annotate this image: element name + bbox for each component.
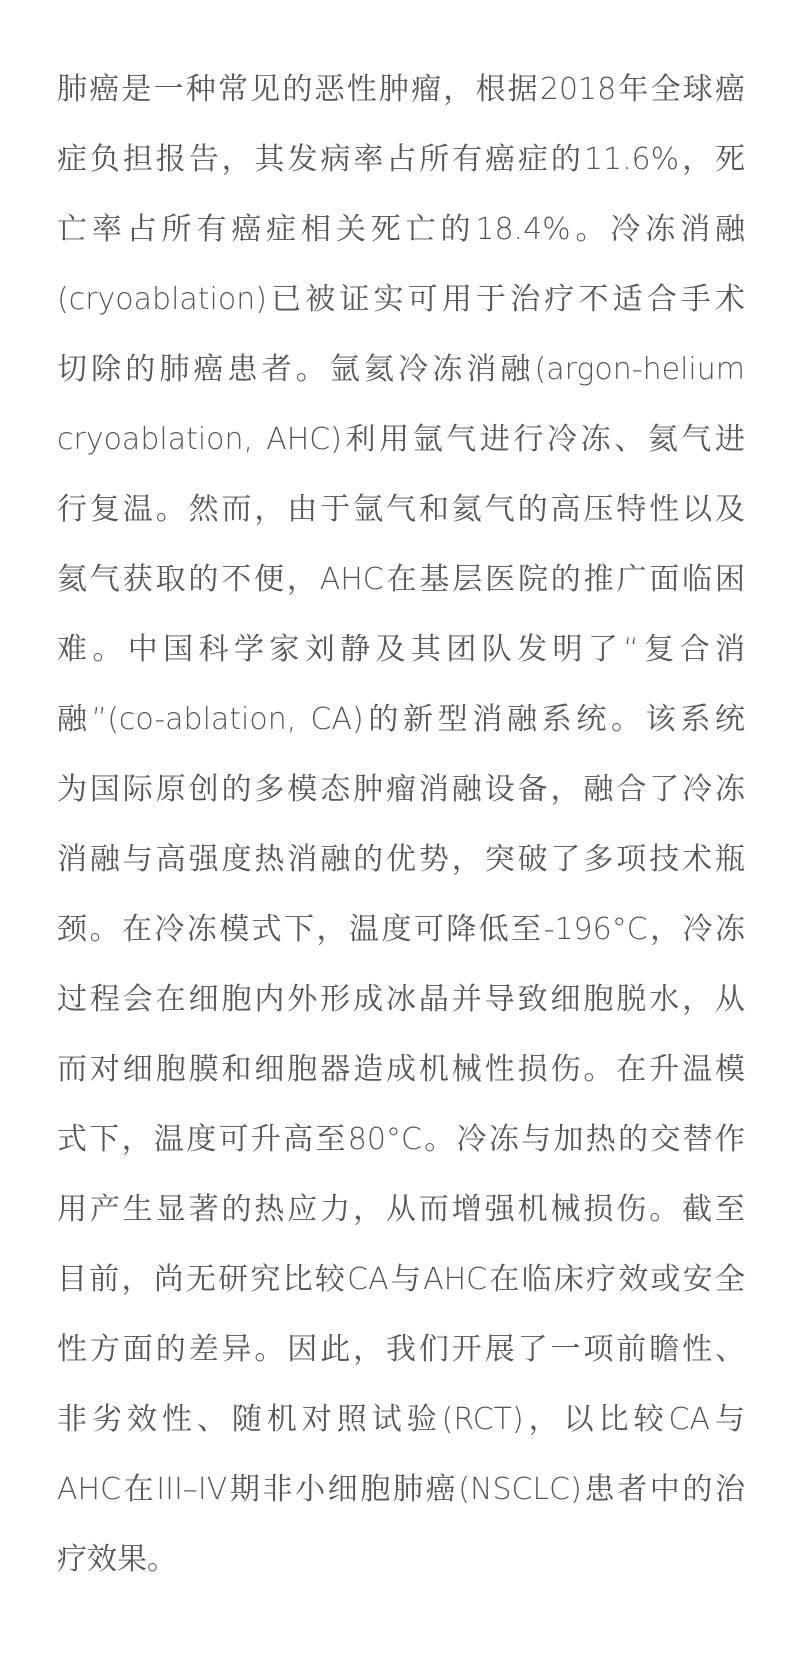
text-line: 行复温。然而，由于氩气和氦气的高压特性以及: [57, 492, 745, 527]
text-line: 症负担报告，其发病率占所有癌症的11.6%，死: [57, 142, 745, 177]
text-line: 颈。在冷冻模式下，温度可降低至-196°C，冷冻: [57, 912, 745, 947]
text-line: 为国际原创的多模态肿瘤消融设备，融合了冷冻: [57, 772, 745, 807]
text-line: (cryoablation)已被证实可用于治疗不适合手术: [57, 282, 745, 317]
text-line: 性方面的差异。因此，我们开展了一项前瞻性、: [57, 1332, 745, 1367]
text-line: 氦气获取的不便，AHC在基层医院的推广面临困: [57, 562, 745, 597]
text-line: cryoablation, AHC)利用氩气进行冷冻、氦气进: [57, 422, 745, 457]
text-line: 融”(co-ablation, CA)的新型消融系统。该系统: [57, 702, 745, 737]
text-line: 难。中国科学家刘静及其团队发明了“复合消: [57, 632, 745, 667]
text-line: 用产生显著的热应力，从而增强机械损伤。截至: [57, 1192, 745, 1227]
text-line: 消融与高强度热消融的优势，突破了多项技术瓶: [57, 842, 745, 877]
text-line: 疗效果。: [57, 1542, 177, 1577]
text-line: 肺癌是一种常见的恶性肿瘤，根据2018年全球癌: [57, 72, 745, 107]
text-line: 过程会在细胞内外形成冰晶并导致细胞脱水，从: [57, 982, 745, 1017]
article-paragraph: [57, 55, 745, 1595]
text-line: AHC在III–IV期非小细胞肺癌(NSCLC)患者中的治: [57, 1472, 745, 1507]
text-line: 亡率占所有癌症相关死亡的18.4%。冷冻消融: [57, 212, 745, 247]
text-line: 而对细胞膜和细胞器造成机械性损伤。在升温模: [57, 1052, 745, 1087]
text-line: 目前，尚无研究比较CA与AHC在临床疗效或安全: [57, 1262, 745, 1297]
text-line: 切除的肺癌患者。氩氦冷冻消融(argon-helium: [57, 352, 745, 387]
text-line: 式下，温度可升高至80°C。冷冻与加热的交替作: [57, 1122, 745, 1157]
text-line: 非劣效性、随机对照试验(RCT)，以比较CA与: [57, 1402, 745, 1437]
